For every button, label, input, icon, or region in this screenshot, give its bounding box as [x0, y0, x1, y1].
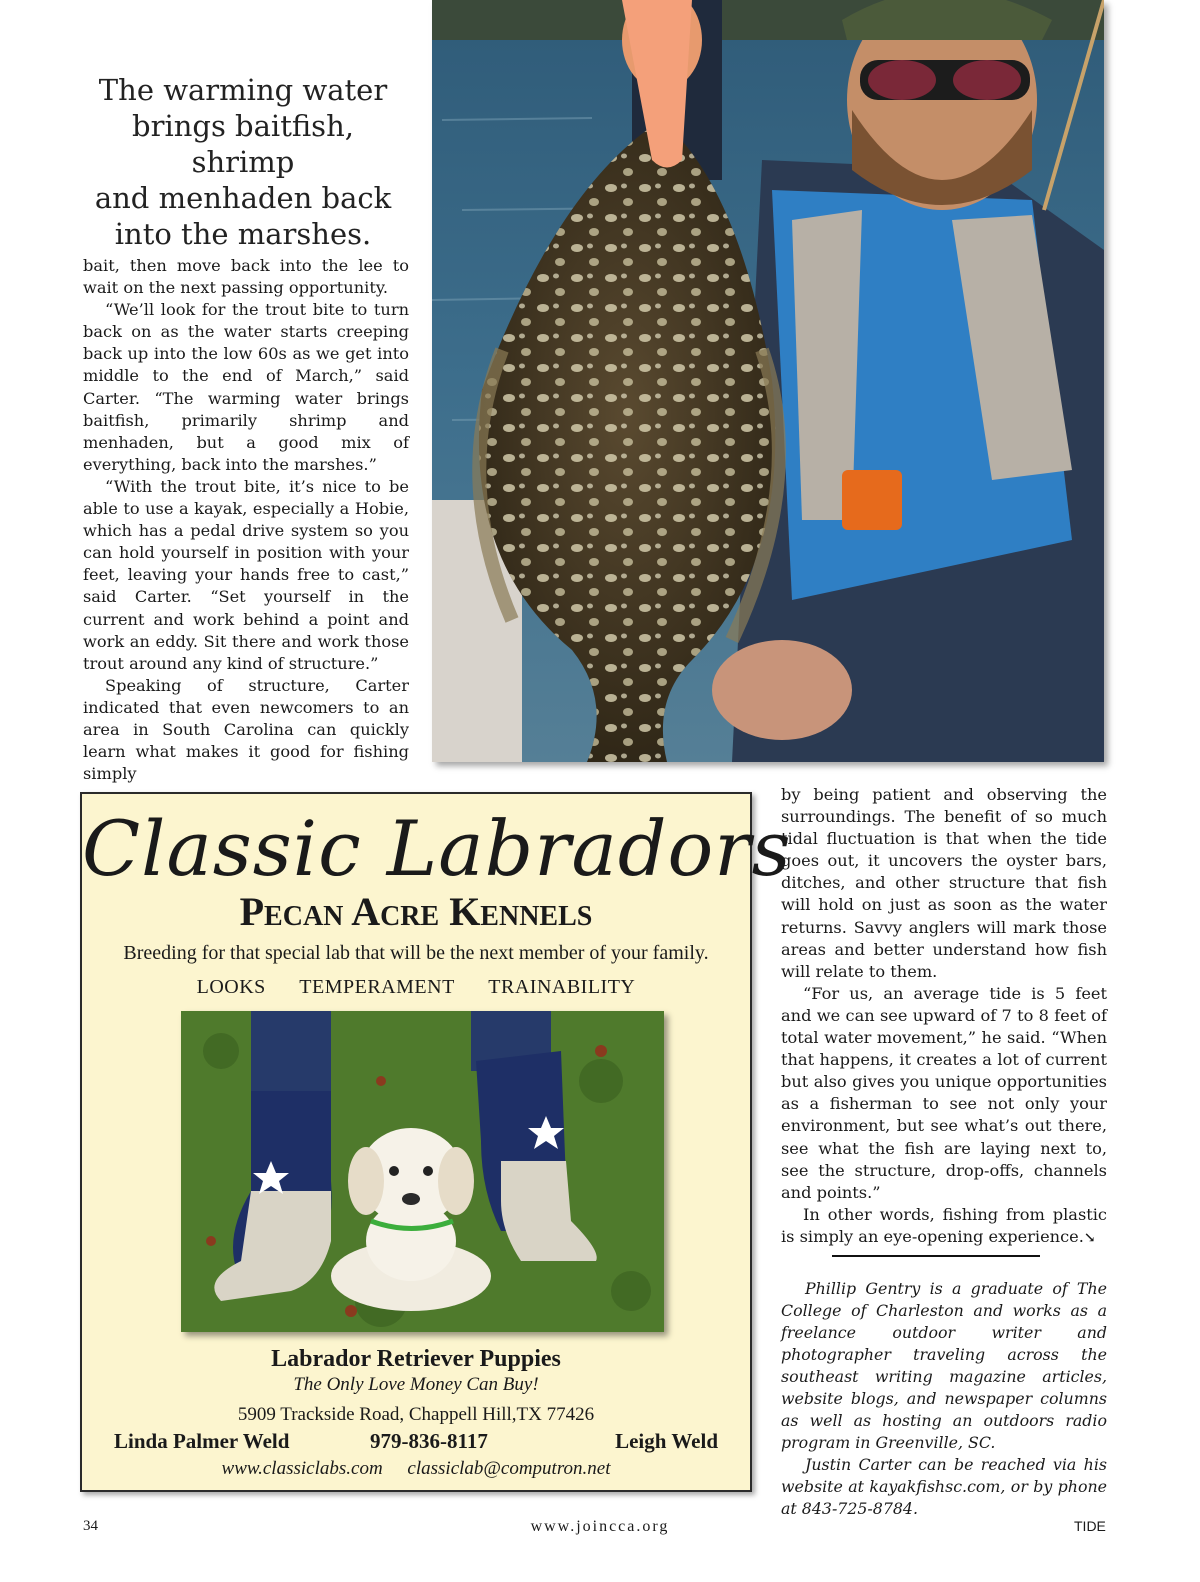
article-paragraph — [781, 1204, 1107, 1249]
article-paragraph: “For us, an average tide is 5 feet and we can see upward of 7 to 8 feet of total water movement,” he said. “When that happens, it creates a lot of current but also gives you unique opportunities as a fisherman to see not only your environment, but see what’s out there, see what the fish are laying next to, see the structure, drop-offs, channels and points.” — [781, 983, 1107, 1202]
bio-paragraph: Phillip Gentry is a graduate of The College of Charleston and works as a freelance outdoor writer and photographer traveling across the southeast writing magazine articles, website blogs, and newspaper columns as well as hosting an outdoors radio program in Greenville, SC. — [781, 1279, 1107, 1452]
flounder-photo-illustration — [432, 0, 1104, 762]
ad-puppy-photo — [181, 1011, 664, 1332]
article-final-sentence: In other words, fishing from plastic is simply an eye-opening experience. — [781, 1204, 1107, 1246]
article-paragraph: “We’ll look for the trout bite to turn back on as the water starts creeping back up into the low 60s as we get into middle to the end of March,” said Carter. “The warming water brings baitfish, primarily shrimp and menhaden, but a good mix of everything, back into the marshes.” — [83, 300, 409, 474]
magazine-name: TIDE — [1074, 1518, 1106, 1534]
pull-quote-line: brings baitfish, shrimp — [132, 109, 354, 179]
ad-phone: 979-836-8117 — [370, 1429, 488, 1453]
hero-photo-angler-with-flounder — [432, 0, 1104, 762]
ad-address: 5909 Trackside Road, Chappell Hill,TX 77426 — [237, 1404, 595, 1425]
article-column-right — [781, 784, 1107, 1249]
ad-web-links — [82, 1458, 750, 1480]
pull-quote — [78, 72, 408, 252]
bio-divider — [832, 1255, 1040, 1257]
article-paragraph: “With the trout bite, it’s nice to be able to use a kayak, especially a Hobie, which has a pedal drive system so you can hold yourself in position with your feet, leaving your hands free to cast,” said Carter. “Set yourself in the current and work behind a point and work an eddy. Sit there and work those trout around any kind of structure.” — [83, 476, 409, 673]
end-of-article-icon: ↘ — [1083, 1229, 1096, 1246]
ad-email-link[interactable]: classiclab@computron.net — [407, 1458, 611, 1479]
ad-contact-right: Leigh Weld — [615, 1429, 718, 1453]
pull-quote-line: The warming water — [98, 73, 388, 107]
puppy-between-boots-illustration — [181, 1011, 664, 1332]
page-number: 34 — [83, 1518, 98, 1534]
ad-trait: LOOKS — [196, 976, 266, 998]
ad-slogan: The Only Love Money Can Buy! — [293, 1374, 539, 1395]
author-bio — [781, 1278, 1107, 1520]
article-paragraph: by being patient and observing the surroundings. The benefit of so much tidal fluctuation is that when the tide goes out, it uncovers the oyster bars, ditches, and other structure that fish will hold on just as soon as the water returns. Savvy anglers will mark those areas and better understand how fish will relate to them. — [781, 785, 1107, 981]
classic-labradors-advertisement — [80, 792, 792, 1492]
article-column-left — [83, 255, 409, 785]
ad-contact-left: Linda Palmer Weld — [114, 1429, 290, 1453]
footer-url: www.joincca.org — [530, 1518, 670, 1535]
ad-tagline: Breeding for that special lab that will be the next member of your family. — [123, 942, 709, 964]
article-paragraph: Speaking of structure, Carter indicated that even newcomers to an area in South Carolina can quickly learn what makes it good for fishing simply — [83, 675, 409, 784]
article-paragraph: bait, then move back into the lee to wait on the next passing opportunity. — [83, 256, 409, 298]
ad-website-link[interactable]: www.classiclabs.com — [221, 1458, 383, 1479]
ad-traits — [82, 976, 750, 999]
ad-trait: TRAINABILITY — [488, 976, 636, 998]
ad-kennel-name: Pecan Acre Kennels — [239, 889, 593, 934]
pull-quote-line: into the marshes. — [114, 217, 372, 251]
ad-title: Classic Labradors — [82, 804, 792, 893]
pull-quote-line: and menhaden back — [94, 181, 392, 215]
ad-headline: Labrador Retriever Puppies — [271, 1346, 561, 1372]
bio-paragraph: Justin Carter can be reached via his website at kayakfishsc.com, or by phone at 843-725-8784. — [781, 1455, 1107, 1518]
ad-trait: TEMPERAMENT — [299, 976, 455, 998]
